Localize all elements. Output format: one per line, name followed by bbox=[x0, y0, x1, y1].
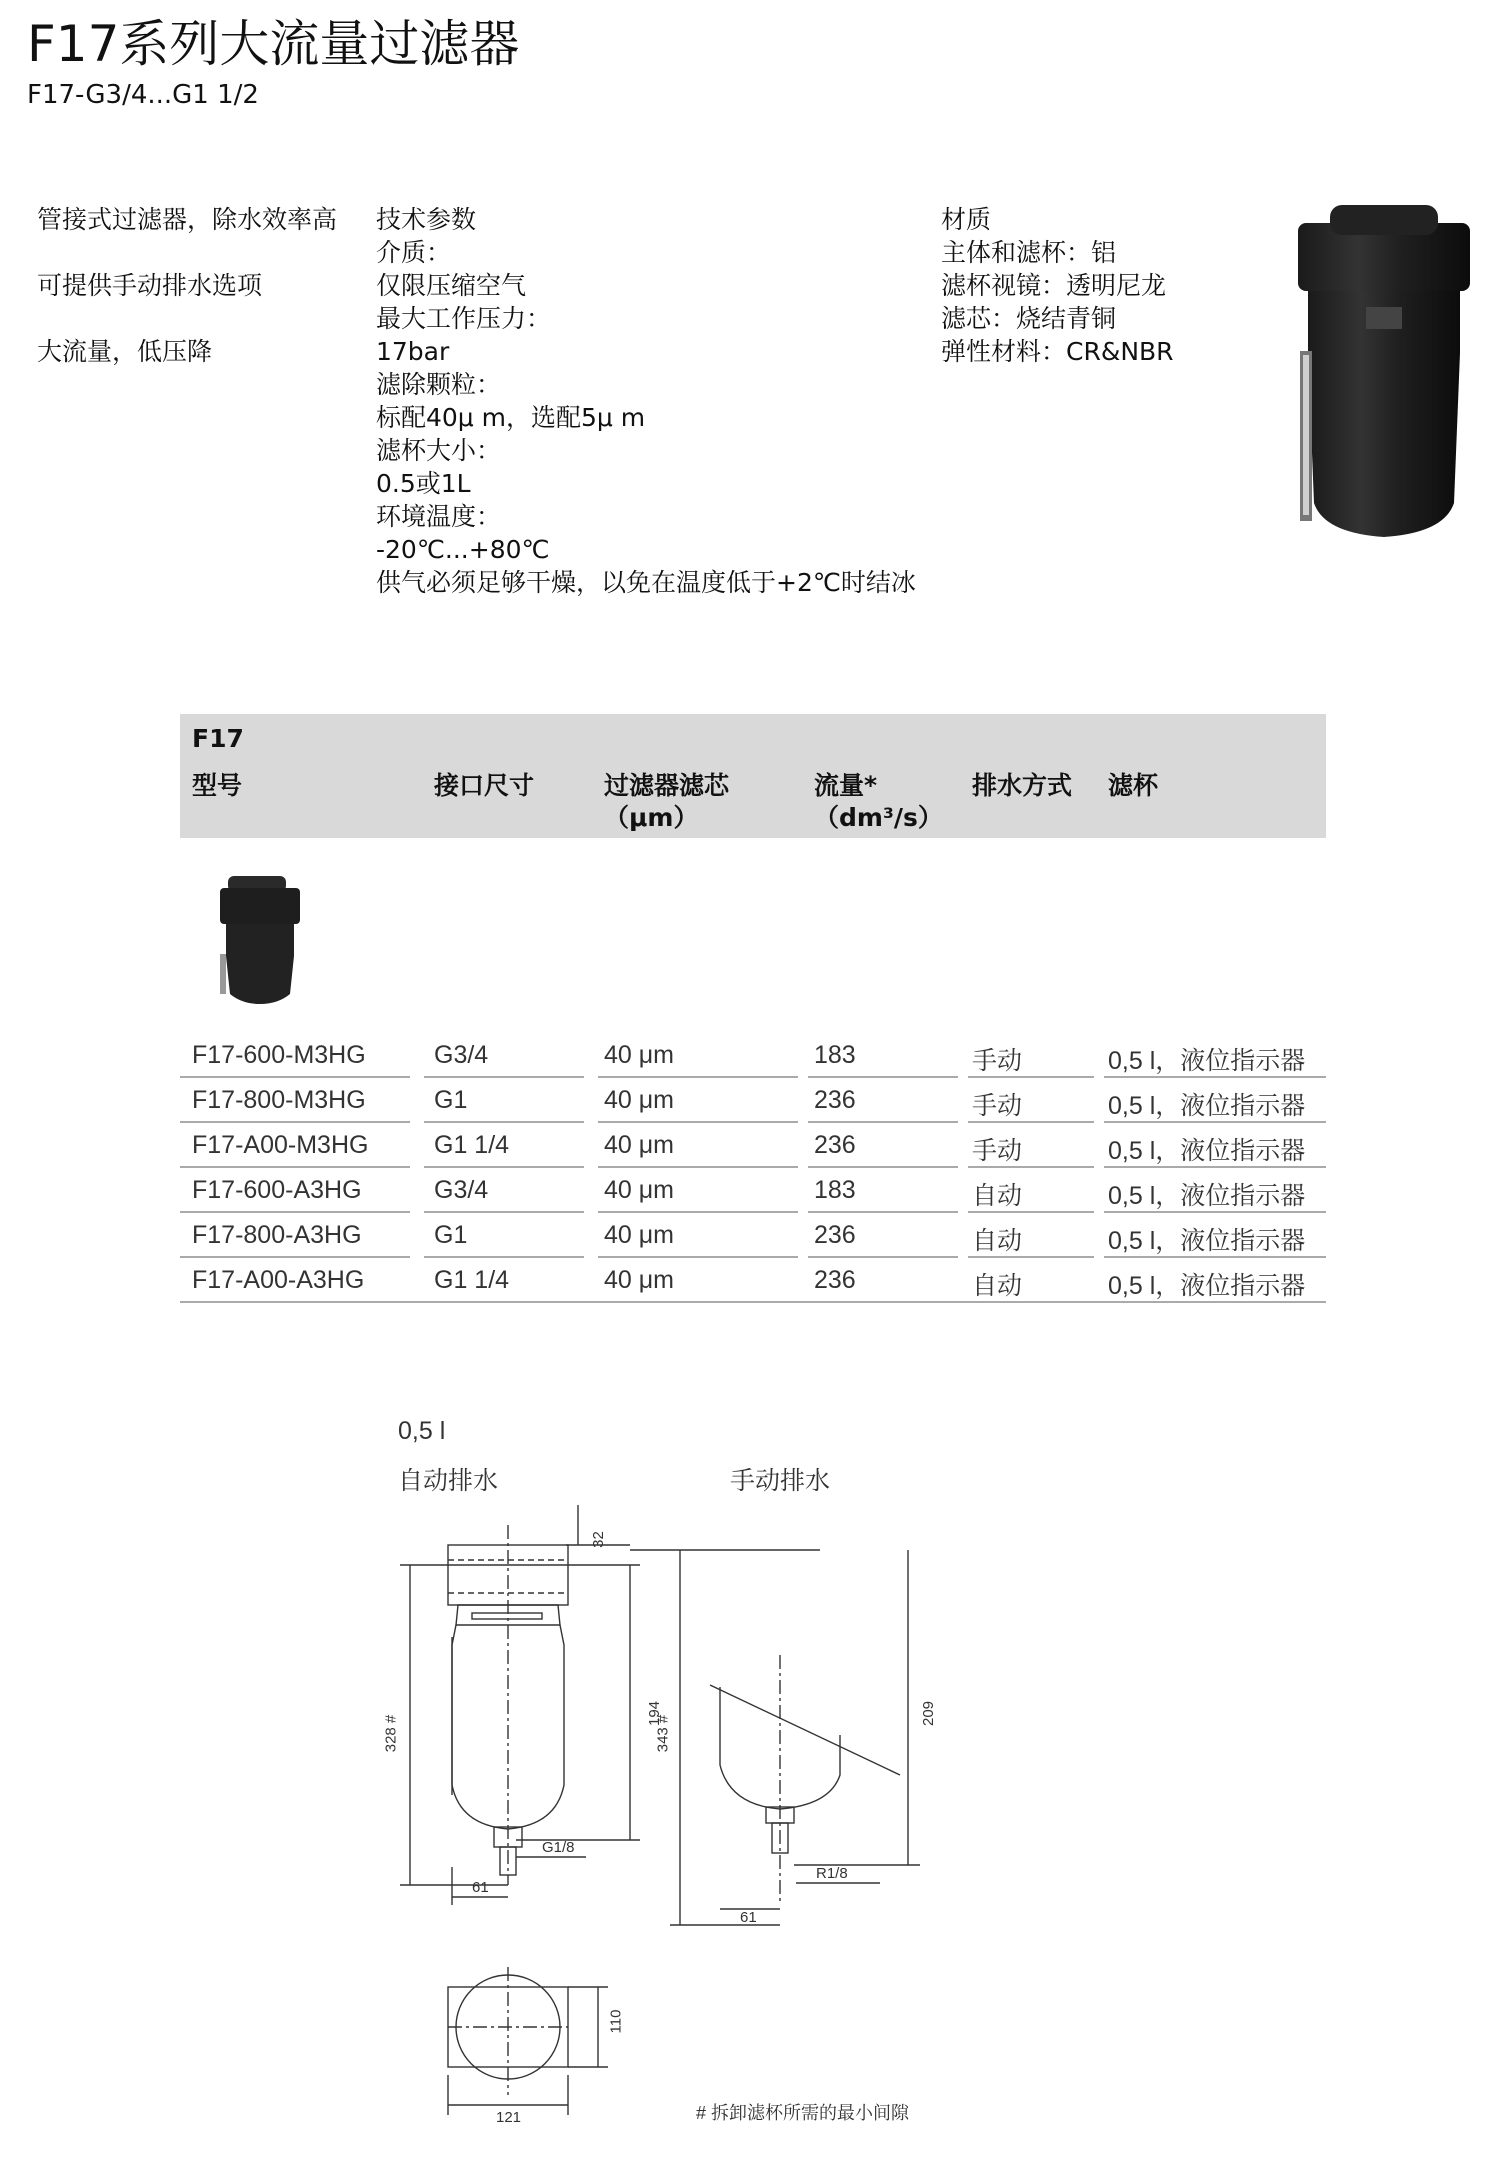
header-element-unit: （μm） bbox=[604, 803, 699, 832]
cell-port: G1 1/4 bbox=[434, 1266, 510, 1294]
tech-params bbox=[376, 203, 916, 599]
page-subtitle: F17-G3/4...G1 1/2 bbox=[27, 80, 259, 110]
cell-bowl: 0,5 l，液位指示器 bbox=[1108, 1227, 1306, 1255]
drawing-manual-label: 手动排水 bbox=[730, 1467, 831, 1495]
tech-line: 环境温度： bbox=[376, 502, 502, 531]
cell-element: 40 μm bbox=[604, 1176, 674, 1204]
row-divider bbox=[180, 1301, 1326, 1303]
dim-61-auto: 61 bbox=[472, 1879, 489, 1896]
tech-heading: 技术参数 bbox=[376, 205, 477, 234]
filter-thumbnail bbox=[218, 876, 302, 1006]
material-list bbox=[941, 203, 1174, 368]
cell-drain: 自动 bbox=[972, 1272, 1023, 1300]
cell-flow: 236 bbox=[814, 1131, 856, 1159]
material-line: 弹性材料：CR&NBR bbox=[941, 337, 1174, 366]
feature-item: 管接式过滤器，除水效率高 bbox=[37, 205, 338, 234]
tech-line: -20℃...+80℃ bbox=[376, 535, 550, 564]
tech-line: 0.5或1L bbox=[376, 469, 471, 498]
dim-194: 194 bbox=[646, 1700, 664, 1727]
cell-model: F17-600-A3HG bbox=[192, 1176, 362, 1204]
tech-line: 供气必须足够干燥，以免在温度低于+2℃时结冰 bbox=[376, 568, 916, 597]
feature-list bbox=[37, 203, 337, 401]
material-line: 滤芯：烧结青铜 bbox=[941, 304, 1117, 333]
cell-element: 40 μm bbox=[604, 1086, 674, 1114]
feature-item: 大流量，低压降 bbox=[37, 337, 213, 366]
tech-line: 滤杯大小： bbox=[376, 436, 502, 465]
cell-flow: 183 bbox=[814, 1176, 856, 1204]
cell-model: F17-800-M3HG bbox=[192, 1086, 366, 1114]
table-header bbox=[180, 714, 1326, 838]
tech-line: 最大工作压力： bbox=[376, 304, 552, 333]
technical-drawing bbox=[380, 1405, 1040, 2145]
dim-61-manual: 61 bbox=[740, 1909, 757, 1926]
header-model: 型号 bbox=[192, 771, 243, 800]
cell-port: G1 bbox=[434, 1086, 468, 1114]
dimension-drawing bbox=[380, 1505, 1040, 2145]
tech-line: 介质： bbox=[376, 238, 452, 267]
cell-drain: 自动 bbox=[972, 1182, 1023, 1210]
dim-32: 32 bbox=[589, 1531, 607, 1548]
clearance-note: # 拆卸滤杯所需的最小间隙 bbox=[696, 2103, 910, 2123]
auto-filter-outline bbox=[448, 1525, 568, 1885]
dim-110: 110 bbox=[607, 2009, 625, 2034]
cell-element: 40 μm bbox=[604, 1131, 674, 1159]
table-series: F17 bbox=[192, 724, 244, 753]
cell-element: 40 μm bbox=[604, 1041, 674, 1069]
cell-bowl: 0,5 l，液位指示器 bbox=[1108, 1272, 1306, 1300]
tech-line: 标配40μ m，选配5μ m bbox=[376, 403, 646, 432]
cell-flow: 236 bbox=[814, 1221, 856, 1249]
header-element bbox=[604, 770, 729, 834]
material-line: 滤杯视镜：透明尼龙 bbox=[941, 271, 1167, 300]
cell-bowl: 0,5 l，液位指示器 bbox=[1108, 1047, 1306, 1075]
feature-item: 可提供手动排水选项 bbox=[37, 271, 263, 300]
header-port: 接口尺寸 bbox=[434, 771, 535, 800]
table-row bbox=[180, 1033, 1326, 1078]
cell-model: F17-600-M3HG bbox=[192, 1041, 366, 1069]
table-row bbox=[180, 1078, 1326, 1123]
dim-343: 343 # bbox=[654, 1714, 672, 1753]
cell-model: F17-A00-M3HG bbox=[192, 1131, 369, 1159]
cell-element: 40 μm bbox=[604, 1221, 674, 1249]
cell-drain: 手动 bbox=[972, 1047, 1023, 1075]
table-product-image bbox=[180, 838, 1326, 1033]
cell-bowl: 0,5 l，液位指示器 bbox=[1108, 1092, 1306, 1120]
tech-line: 滤除颗粒： bbox=[376, 370, 502, 399]
table-row bbox=[180, 1123, 1326, 1168]
header-flow bbox=[814, 770, 943, 834]
cell-flow: 236 bbox=[814, 1086, 856, 1114]
cell-flow: 183 bbox=[814, 1041, 856, 1069]
cell-bowl: 0,5 l，液位指示器 bbox=[1108, 1137, 1306, 1165]
cell-port: G3/4 bbox=[434, 1041, 489, 1069]
header-drain: 排水方式 bbox=[972, 771, 1073, 800]
tech-line: 仅限压缩空气 bbox=[376, 271, 527, 300]
material-line: 主体和滤杯：铝 bbox=[941, 238, 1117, 267]
material-heading: 材质 bbox=[941, 205, 992, 234]
table-row bbox=[180, 1213, 1326, 1258]
dim-121: 121 bbox=[496, 2109, 522, 2126]
spec-table bbox=[180, 714, 1326, 1303]
cell-drain: 手动 bbox=[972, 1137, 1023, 1165]
dim-209: 209 bbox=[920, 1700, 938, 1727]
table-row bbox=[180, 1258, 1326, 1303]
cell-bowl: 0,5 l，液位指示器 bbox=[1108, 1182, 1306, 1210]
dim-328: 328 # bbox=[382, 1714, 400, 1753]
product-photo bbox=[1294, 203, 1474, 543]
top-view-outline bbox=[448, 1967, 568, 2095]
cell-port: G1 1/4 bbox=[434, 1131, 510, 1159]
header-bowl: 滤杯 bbox=[1108, 771, 1159, 800]
cell-element: 40 μm bbox=[604, 1266, 674, 1294]
cell-model: F17-A00-A3HG bbox=[192, 1266, 365, 1294]
dim-g18: G1/8 bbox=[542, 1839, 575, 1856]
drawing-auto-label: 自动排水 bbox=[398, 1467, 499, 1495]
tech-line: 17bar bbox=[376, 337, 450, 366]
table-row bbox=[180, 1168, 1326, 1213]
cell-port: G3/4 bbox=[434, 1176, 489, 1204]
cell-model: F17-800-A3HG bbox=[192, 1221, 362, 1249]
drawing-size-label: 0,5 l bbox=[398, 1417, 446, 1445]
cell-drain: 自动 bbox=[972, 1227, 1023, 1255]
dim-r18: R1/8 bbox=[816, 1865, 848, 1882]
header-element-label: 过滤器滤芯 bbox=[604, 771, 730, 800]
header-flow-label: 流量* bbox=[814, 771, 878, 800]
page-title: F17系列大流量过滤器 bbox=[27, 15, 520, 73]
cell-port: G1 bbox=[434, 1221, 468, 1249]
cell-flow: 236 bbox=[814, 1266, 856, 1294]
header-flow-unit: （dm³/s） bbox=[814, 803, 943, 832]
cell-drain: 手动 bbox=[972, 1092, 1023, 1120]
